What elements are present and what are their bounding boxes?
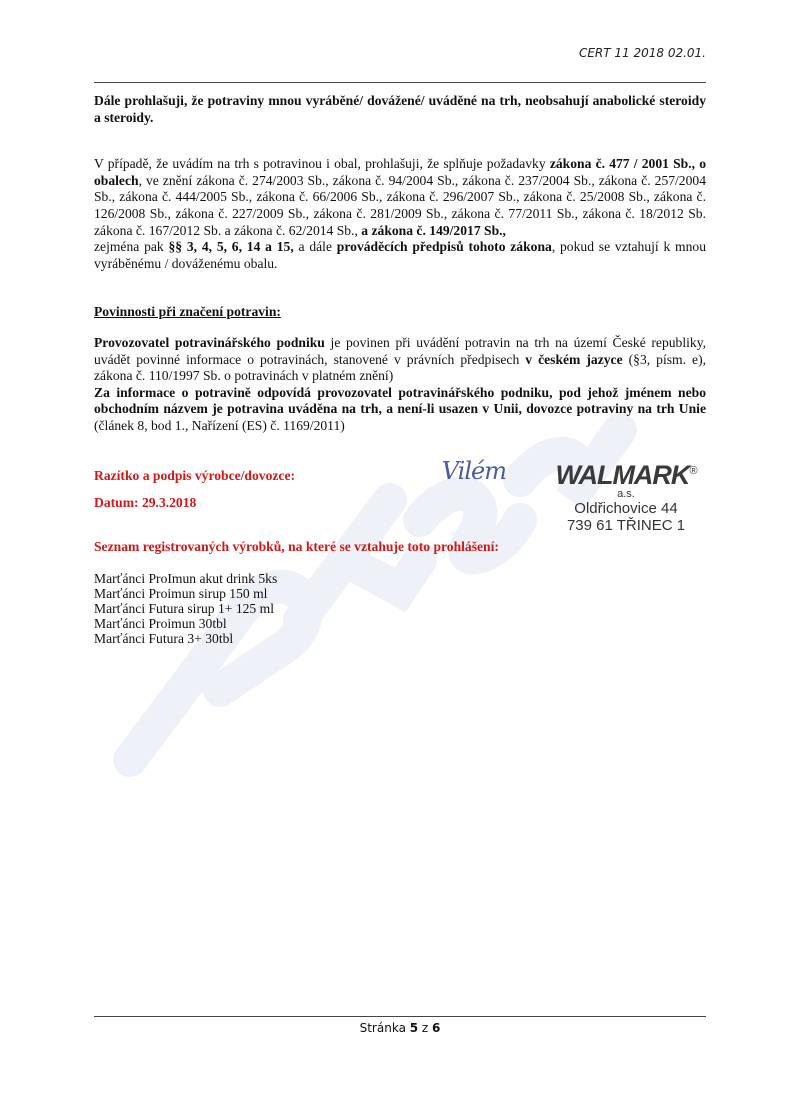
stamp-label: Razítko a podpis výrobce/dovozce: bbox=[94, 467, 296, 483]
list-item: Marťánci Futura sirup 1+ 125 ml bbox=[94, 600, 274, 616]
signature: Vilém bbox=[441, 456, 506, 485]
list-item: Marťánci Proimun 30tbl bbox=[94, 615, 227, 631]
list-item: Marťánci ProImun akut drink 5ks bbox=[94, 570, 278, 586]
products-heading: Seznam registrovaných výrobků, na které se vztahuje toto prohlášení: bbox=[94, 538, 499, 554]
document-code: CERT 11 2018 02.01. bbox=[578, 46, 706, 60]
product-list bbox=[94, 571, 706, 646]
company-stamp: WALMARK® a.s. Oldřichovice 44 739 61 TŘINEC 1 bbox=[546, 457, 706, 534]
stamp-section bbox=[94, 457, 706, 534]
labeling-obligations: Provozovatel potravinářského podniku je povinen při uvádění potravin na trh na území České republiky, uvádět povinné informace o potravinách, stanovené v právních předpisech v českém jazyce (§3, písm. e), zákona č. 110/1997 Sb. o potravinách v platném znění) Za informace o potravině odpovídá provozovatel potravinářského podniku, pod jehož jménem nebo obchodním názvem je potravina uváděna na trh, a není-li usazen v Unii, dovozce potraviny na trh Unie (článek 8, bod 1., Nařízení (ES) č. 1169/2011) bbox=[94, 334, 707, 433]
document-body bbox=[94, 93, 706, 646]
date: Datum: 29.3.2018 bbox=[94, 494, 197, 510]
header-rule bbox=[94, 82, 706, 83]
packaging-declaration: V případě, že uvádím na trh s potravinou i obal, prohlašuji, že splňuje požadavky zákona č. 477 / 2001 Sb., o obalech, ve znění zákona č. 274/2003 Sb., zákona č. 94/2004 Sb., zákona č. 237/2004 Sb., zákona č. 257/2004 Sb., zákona č. 444/2005 Sb., zákona č. 66/2006 Sb., zákona č. 296/2007 Sb., zákona č. 25/2008 Sb., zákona č. 126/2008 Sb., zákona č. 227/2009 Sb., zákona č. 281/2009 Sb., zákona č. 77/2011 Sb., zákona č. 18/2012 Sb. zákona č. 167/2012 Sb. a zákona č. 62/2014 Sb., a zákona č. 149/2017 Sb., zejména pak §§ 3, 4, 5, 6, 14 a 15, a dále prováděcích předpisů tohoto zákona, pokud se vztahují k mnou vyráběnému / dováženému obalu. bbox=[94, 156, 707, 271]
page-number: Stránka 5 z 6 bbox=[359, 1021, 441, 1035]
walmark-logo: WALMARK® bbox=[555, 459, 697, 490]
list-item: Marťánci Proimun sirup 150 ml bbox=[94, 585, 268, 601]
section-heading: Povinnosti při značení potravin: bbox=[94, 304, 281, 320]
list-item: Marťánci Futura 3+ 30tbl bbox=[94, 630, 234, 646]
footer-rule bbox=[94, 1016, 706, 1017]
steroid-declaration: Dále prohlašuji, že potraviny mnou vyráběné/ dovážené/ uváděné na trh, neobsahují anabolické steroidy a steroidy. bbox=[94, 93, 706, 125]
